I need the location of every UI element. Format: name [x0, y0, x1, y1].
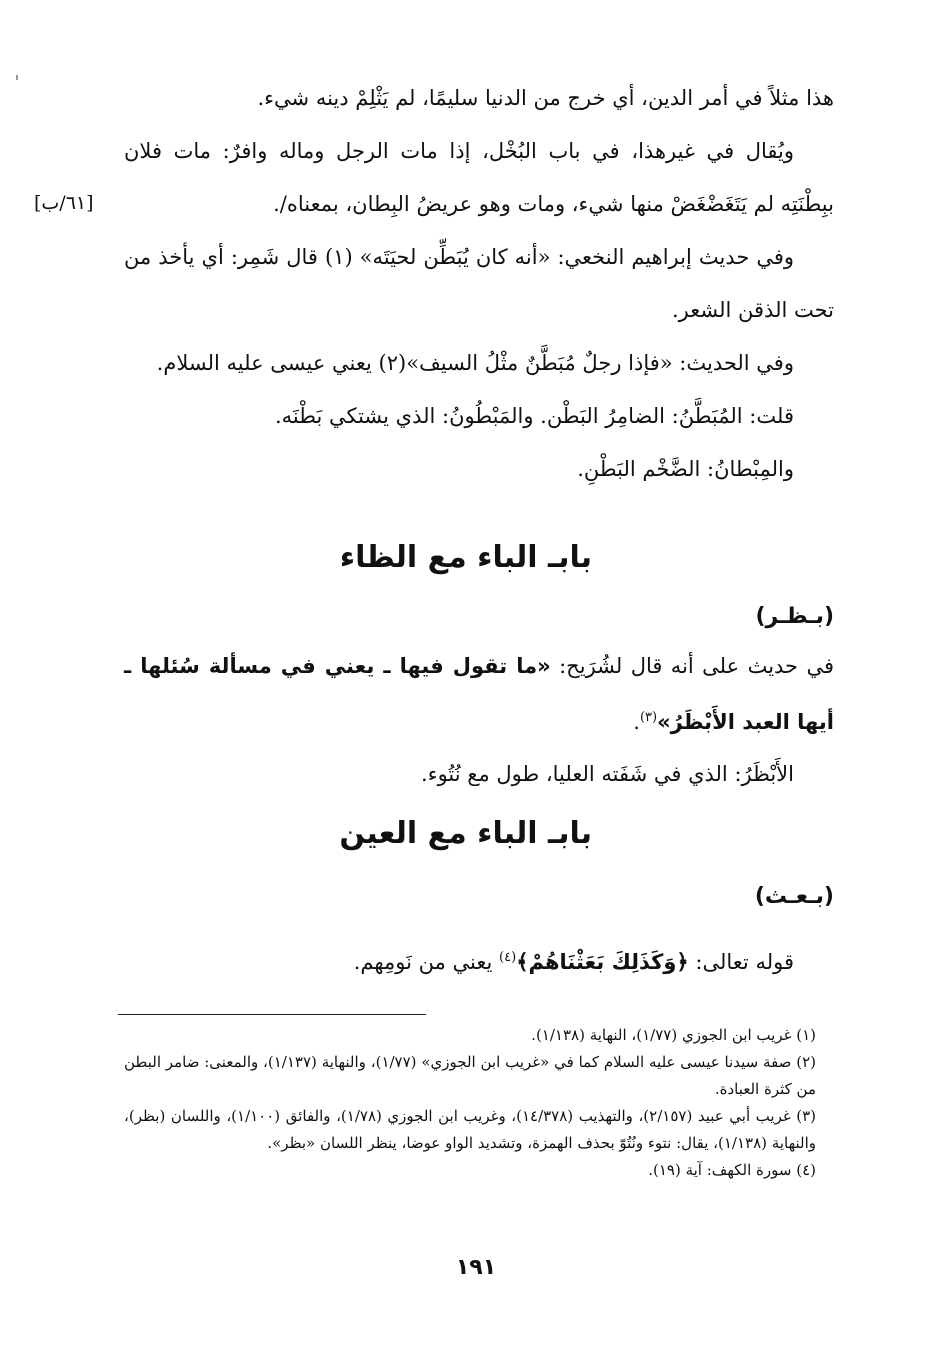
section2-verse: [124, 932, 834, 988]
footnotes: [124, 1022, 834, 1184]
root-heading-bath: (بـعـث): [754, 884, 834, 909]
manuscript-folio-note: [٦١/ب]: [34, 192, 94, 214]
section1-hadith-quote: «ما تقول فيها ـ يعني في مسألة سُئلها ـ أيها العبد الأَبْظَرُ»: [124, 654, 834, 734]
footnote-ref-4: (٤): [499, 950, 517, 965]
footnote-divider: [118, 1014, 426, 1015]
paragraph-6: والمِبْطانُ: الضَّخْم البَطْنِ.: [577, 457, 794, 481]
paragraph-4: وفي الحديث: «فإذا رجلٌ مُبَطَّنٌ مثْلُ السيف»(٢) يعني عيسى عليه السلام.: [156, 351, 794, 375]
footnote-ref-3: (٣): [639, 710, 658, 725]
footnote-2: (٢) صفة سيدنا عيسى عليه السلام كما في «غريب ابن الجوزي» (١/٧٧)، والنهاية (١/١٣٧)، والمعنى: ضامر البطن من كثرة العبادة.: [124, 1053, 816, 1098]
section1-hadith: [124, 640, 834, 748]
section1-hadith-end: .: [633, 710, 640, 734]
section1-hadith-prefix: في حديث على أنه قال لشُرَيح:: [550, 654, 834, 678]
paragraph-1: هذا مثلاً في أمر الدين، أي خرج من الدنيا سليمًا، لم يَثْلِمْ دينه شيء.: [257, 86, 834, 110]
section-heading-ba-zaa: بابـ الباء مع الظاء: [339, 540, 592, 575]
paragraph-3: وفي حديث إبراهيم النخعي: «أنه كان يُبَطِّن لحيَتَه» (١) قال شَمِر: أي يأخذ من تحت الذقن الشعر.: [124, 245, 834, 322]
section2-verse-prefix: قوله تعالى:: [688, 950, 794, 974]
section1-definition: الأَبْظَرُ: الذي في شَفَته العليا، طول مع نُتُوء.: [421, 762, 794, 786]
root-heading-bzr: (بـظـر): [755, 604, 834, 629]
page-number: ١٩١: [455, 1255, 497, 1280]
margin-mark: [16, 75, 18, 80]
footnote-3: (٣) غريب أبي عبيد (٢/١٥٧)، والتهذيب (١٤/٣٧٨)، وغريب ابن الجوزي (١/٧٨)، والفائق (١/١٠٠)، واللسان (بظر)، والنهاية (١/١٣٨)، يقال: نتوء ونُتُوّ بحذف الهمزة، وتشديد الواو عوضا، ينظر اللسان «بظر».: [124, 1107, 817, 1152]
section1-text: [124, 640, 834, 800]
paragraph-2: ويُقال في غيرهذا، في باب البُخْل، إذا مات الرجل وماله وافرٌ: مات فلان ببِطْنَتِه لم يَتَغَضْغَضْ منها شيء، ومات وهو عريضُ البِطان، بمعناه/.: [124, 139, 834, 216]
section-heading-ba-ayn: بابـ الباء مع العين: [339, 816, 592, 851]
main-text: [124, 72, 834, 496]
footnote-1: (١) غريب ابن الجوزي (١/٧٧)، النهاية (١/١٣٨).: [531, 1026, 816, 1044]
section2-verse-end: يعني من نَومِهم.: [353, 950, 500, 974]
section2-text: [124, 932, 834, 988]
paragraph-5: قلت: المُبَطَّنُ: الضامِرُ البَطْن. والمَبْطُونُ: الذي يشتكي بَطْنَه.: [274, 404, 794, 428]
section2-verse-quote: ﴿وَكَذَلِكَ بَعَثْنَاهُمْ﴾: [516, 950, 689, 974]
footnote-4: (٤) سورة الكهف: آية (١٩).: [648, 1161, 816, 1179]
